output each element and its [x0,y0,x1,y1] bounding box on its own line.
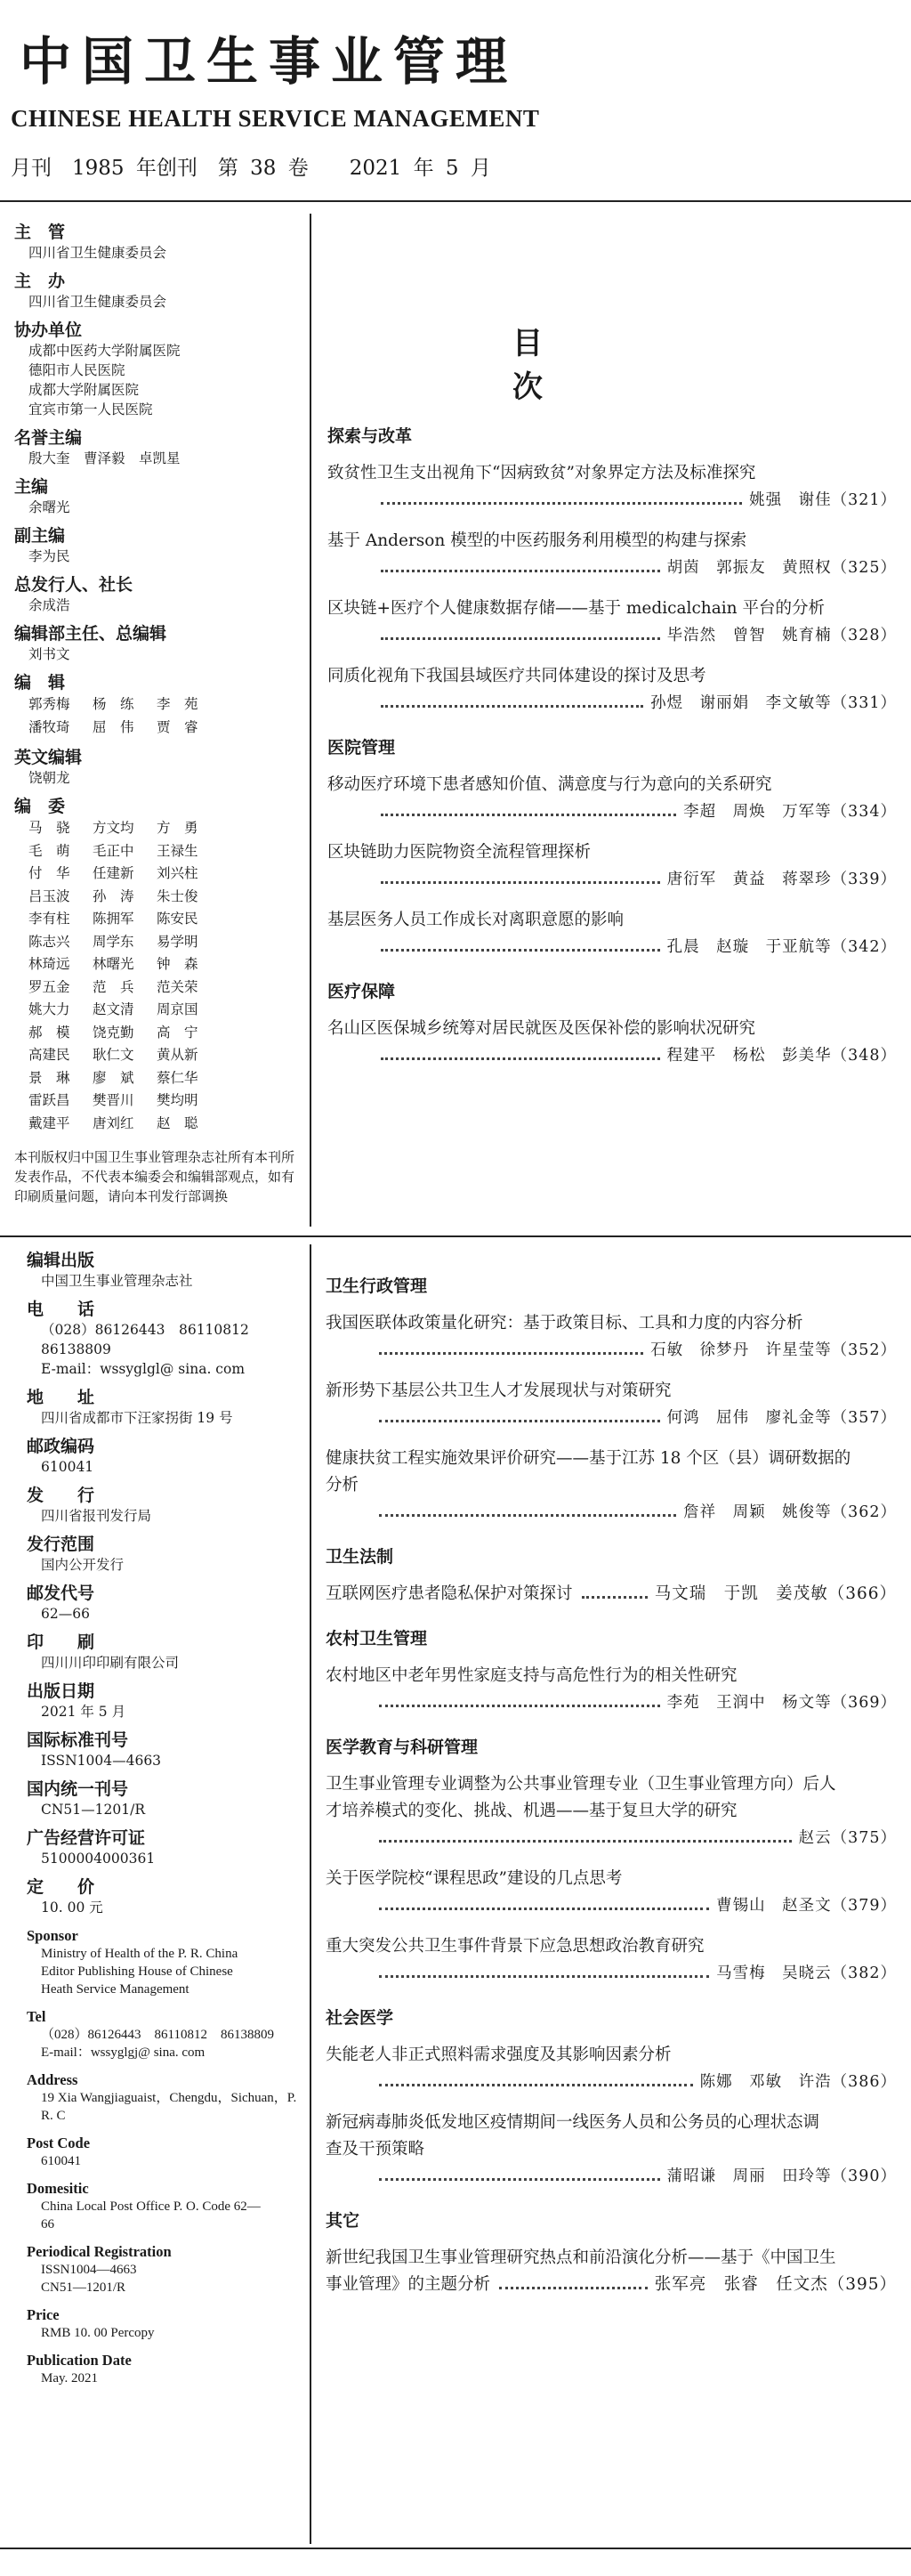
pubinfo-value: 四川川印印刷有限公司 [41,1655,180,1671]
committee-member: 廖 斌 [93,1069,134,1086]
toc-article [326,1378,897,1431]
committee-member: 樊均明 [157,1092,198,1108]
toc-article [326,2042,897,2095]
toc-article [327,460,897,514]
committee-member: 方文均 [93,820,134,836]
article-title: 基于 Anderson 模型的中医药服务利用模型的构建与探索 [327,531,747,550]
publisher-info-panel [27,1242,311,2387]
masthead-value: 成都中医药大学附属医院 [28,343,181,359]
en-info-label: Address [27,2071,78,2088]
article-authors: 蒲昭谦 周丽 田玲等（390） [666,2167,897,2185]
leader-dots [379,1839,792,1843]
article-title: 分析 [326,1476,359,1495]
pubinfo-value: （028）86126443 86110812 86138809 [41,1322,263,1357]
toc-bottom-column [326,1255,897,2313]
en-info-value: China Local Post Office P. O. Code 62— [41,2199,261,2214]
pubinfo-label: 邮发代号 [27,1584,95,1603]
pubinfo-value: CN51—1201/R [41,1802,145,1818]
toc-author-row [327,690,897,717]
masthead-label: 主编 [14,477,49,497]
toc-category: 医学教育与科研管理 [326,1738,479,1757]
en-info-label: Periodical Registration [27,2243,172,2260]
leader-dots [379,1907,709,1910]
leader-dots [379,1419,660,1422]
toc-entry-row [326,2272,897,2298]
article-title: 农村地区中老年男性家庭支持与高危性行为的相关性研究 [326,1666,738,1685]
article-title: 区块链+医疗个人健康数据存储——基于 medicalchain 平台的分析 [327,599,825,618]
article-title: 卫生事业管理专业调整为公共事业管理专业（卫生事业管理方向）后人 [326,1775,836,1794]
pubinfo-value: E-mail：wssyglgl@ sina. com [41,1361,246,1377]
pubinfo-label: 广告经营许可证 [27,1828,146,1848]
toc-author-row [327,555,897,581]
journal-title-en: CHINESE HEALTH SERVICE MANAGEMENT [11,105,540,132]
committee-member: 毛 萌 [28,842,70,859]
en-info-value: May. 2021 [41,2371,99,2386]
article-title: 事业管理》的主题分析 [326,2275,491,2294]
committee-label: 编 委 [14,797,66,816]
editors-grid [14,693,299,739]
toc-category: 医疗保障 [327,982,396,1001]
toc-author-row [327,487,897,514]
leader-dots [381,1057,660,1060]
leader-dots [499,2286,648,2289]
pubinfo-value: 中国卫生事业管理杂志社 [41,1273,193,1289]
pubinfo-label: 出版日期 [27,1681,95,1701]
en-info-value: 19 Xia Wangjiaguaist，Chengdu，Sichuan，P. [41,2091,297,2105]
editor-name: 郭秀梅 [28,696,70,712]
article-title: 名山区医保城乡统筹对居民就医及医保补偿的影响状况研究 [327,1019,756,1038]
pubinfo-label: 印 刷 [27,1632,95,1652]
en-info-value: （028）86126443 86110812 86138809 [41,2028,274,2042]
section-rule [0,1235,911,1237]
masthead-value: 李为民 [28,548,70,564]
pubinfo-label: 国内统一刊号 [27,1779,129,1799]
masthead-label: 名誉主编 [14,428,83,448]
toc-article [327,772,897,825]
committee-member: 赵 聪 [157,1114,198,1131]
toc-article [326,1663,897,1716]
leader-dots [381,636,660,640]
en-info-label: Price [27,2306,60,2323]
committee-member: 吕玉波 [28,887,70,904]
pubinfo-label: 邮政编码 [27,1437,95,1456]
committee-member: 郝 模 [28,1024,70,1041]
en-info-value: RMB 10. 00 Percopy [41,2326,155,2340]
en-info-label: Tel [27,2008,46,2025]
pubinfo-value: 610041 [41,1459,94,1475]
masthead-value: 宜宾市第一人民医院 [28,401,153,417]
article-title: 同质化视角下我国县域医疗共同体建设的探讨及思考 [327,667,706,685]
committee-member: 王禄生 [157,842,198,859]
toc-article [327,1016,897,1069]
article-title: 移动医疗环境下患者感知价值、满意度与行为意向的关系研究 [327,775,772,794]
issue-line: 月刊 1985 年创刊 第 38 卷 2021 年 5 月 [11,157,491,180]
committee-member: 马 骁 [28,820,70,836]
leader-dots [379,2083,693,2086]
en-info-label: Sponsor [27,1927,78,1944]
pubinfo-value: 10. 00 元 [41,1900,103,1916]
masthead-value: 四川省卫生健康委员会 [28,245,167,261]
leader-dots [379,1513,676,1517]
committee-member: 方 勇 [157,820,198,836]
journal-title-cn: 中国卫生事业管理 [20,31,519,92]
leader-dots [381,948,660,952]
committee-member: 周京国 [157,1001,198,1017]
column-divider-top [310,214,311,1227]
article-title: 基层医务人员工作成长对离职意愿的影响 [327,911,625,929]
en-info-value: 66 [41,2217,54,2232]
toc-author-row [326,1405,897,1431]
en-info-value: Editor Publishing House of Chinese [41,1964,233,1979]
masthead-value: 殷大奎 曹泽毅 卓凯星 [28,450,181,466]
en-info-value: 610041 [41,2154,81,2168]
toc-category: 社会医学 [326,2008,394,2028]
leader-dots [381,704,643,708]
committee-member: 樊晋川 [93,1092,134,1108]
toc-article [327,663,897,717]
en-info-value: Ministry of Health of the P. R. China [41,1947,238,1961]
article-title: 查及干预策略 [326,2140,425,2159]
masthead-panel [14,214,299,1206]
toc-author-row [326,2069,897,2095]
article-authors: 马雪梅 吴晓云（382） [716,1964,897,1982]
leader-dots [381,880,660,884]
committee-member: 耿仁文 [93,1047,134,1063]
toc-author-row [327,798,897,825]
committee-member: 姚大力 [28,1001,70,1017]
footer-rule [0,2548,911,2549]
committee-member: 雷跃昌 [28,1092,70,1108]
article-authors: 姚强 谢佳（321） [749,491,897,509]
masthead-label: 协办单位 [14,320,83,340]
pubinfo-label: 国际标准刊号 [27,1730,129,1750]
masthead-value: 余成浩 [28,597,70,613]
article-title: 致贫性卫生支出视角下“因病致贫”对象界定方法及标准探究 [327,464,756,482]
toc-author-row [326,1892,897,1919]
editor-name: 屈 伟 [93,718,134,735]
article-authors: 张军亮 张睿 任文杰（395） [654,2275,897,2294]
article-authors: 李超 周焕 万军等（334） [683,803,897,821]
committee-member: 赵文清 [93,1001,134,1017]
article-authors: 陈娜 邓敏 许浩（386） [699,2073,897,2091]
article-authors: 程建平 杨松 彭美华（348） [666,1047,897,1065]
toc-category: 其它 [326,2211,360,2231]
toc-article [327,907,897,960]
committee-member: 饶克勤 [93,1024,134,1041]
toc-article [326,1771,897,1851]
toc-article [327,839,897,893]
en-info-label: Publication Date [27,2352,132,2369]
committee-member: 陈志兴 [28,933,70,950]
en-editor-name: 饶朝龙 [28,770,70,786]
toc-author-row [326,1337,897,1364]
committee-member: 易学明 [157,933,198,950]
masthead-value: 德阳市人民医院 [28,362,125,378]
en-info-value: E-mail：wssyglgj@ sina. com [41,2045,206,2060]
pubinfo-value: 四川省成都市下汪家拐街 19 号 [41,1410,233,1426]
en-info-value: R. C [41,2109,66,2123]
pubinfo-value: 5100004000361 [41,1851,156,1867]
article-authors: 胡茵 郭振友 黄照权（325） [666,559,897,577]
toc-author-row [327,1042,897,1069]
toc-author-row [327,934,897,960]
toc-entry-row [326,1581,897,1608]
editor-name: 潘牧琦 [28,718,70,735]
toc-category: 农村卫生管理 [326,1629,428,1648]
committee-member: 孙 涛 [93,887,134,904]
article-authors: 李苑 王润中 杨文等（369） [666,1694,897,1712]
en-info-label: Post Code [27,2135,91,2151]
toc-article [326,2110,897,2190]
toc-heading: 目 次 [512,326,822,405]
article-title: 我国医联体政策量化研究：基于政策目标、工具和力度的内容分析 [326,1314,803,1333]
article-authors: 马文瑞 于凯 姜茂敏（366） [654,1584,897,1603]
pubinfo-value: 国内公开发行 [41,1557,125,1573]
toc-article [326,1310,897,1364]
masthead-value: 四川省卫生健康委员会 [28,294,167,310]
leader-dots [582,1595,648,1599]
article-authors: 孙煜 谢丽娟 李文敏等（331） [650,694,897,712]
committee-member: 高建民 [28,1047,70,1063]
pubinfo-value: 四川省报刊发行局 [41,1508,152,1524]
article-title: 失能老人非正式照料需求强度及其影响因素分析 [326,2045,672,2064]
toc-author-row [326,1689,897,1716]
article-authors: 孔晨 赵璇 于亚航等（342） [666,938,897,956]
toc-category: 医院管理 [327,738,396,757]
pubinfo-label: 电 话 [27,1300,95,1319]
toc-article [327,528,897,581]
toc-article [326,2245,897,2298]
committee-member: 蔡仁华 [157,1069,198,1086]
toc-category: 卫生行政管理 [326,1276,428,1296]
article-authors: 赵云（375） [798,1829,897,1847]
leader-dots [379,2177,660,2181]
toc-author-row [326,2163,897,2190]
article-title: 重大突发公共卫生事件背景下应急思想政治教育研究 [326,1937,705,1956]
masthead-value: 刘书文 [28,646,70,662]
pubinfo-value: ISSN1004—4663 [41,1753,162,1769]
masthead-label: 主 办 [14,271,66,291]
en-info-value: ISSN1004—4663 [41,2263,137,2277]
pubinfo-label: 定 价 [27,1877,95,1897]
committee-grid [14,817,299,1135]
toc-article [326,1866,897,1919]
article-title: 新形势下基层公共卫生人才发展现状与对策研究 [326,1381,672,1400]
editor-name: 贾 睿 [157,718,198,735]
masthead-label: 主 管 [14,223,66,242]
editors-label: 编 辑 [14,673,66,693]
toc-article [327,595,897,649]
article-authors: 唐衍军 黄益 蒋翠珍（339） [666,871,897,888]
committee-member: 付 华 [28,865,70,881]
en-info-value: CN51—1201/R [41,2280,126,2295]
toc-top-column [327,405,897,1083]
committee-member: 陈安民 [157,911,198,927]
committee-member: 李有柱 [28,911,70,927]
toc-author-row [327,622,897,649]
committee-member: 范关荣 [157,978,198,995]
committee-member: 林曙光 [93,956,134,972]
column-divider-bottom [310,1244,311,2544]
toc-article [326,1581,897,1608]
article-title: 区块链助力医院物资全流程管理探析 [327,843,592,862]
toc-category: 探索与改革 [327,426,413,446]
committee-member: 戴建平 [28,1114,70,1131]
pubinfo-label: 发 行 [27,1486,95,1505]
committee-member: 任建新 [93,865,134,881]
article-title: 互联网医疗患者隐私保护对策探讨 [326,1584,573,1603]
leader-dots [379,1974,709,1978]
committee-member: 林琦远 [28,956,70,972]
article-authors: 何鸿 屈伟 廖礼金等（357） [666,1409,897,1427]
pubinfo-label: 发行范围 [27,1535,95,1554]
toc-author-row [326,1825,897,1851]
pubinfo-label: 编辑出版 [27,1251,95,1270]
en-editor-label: 英文编辑 [14,748,83,767]
committee-member: 罗五金 [28,978,70,995]
committee-member: 景 琳 [28,1069,70,1086]
pubinfo-value: 62—66 [41,1606,90,1622]
committee-member: 毛正中 [93,842,134,859]
toc-article [326,1446,897,1526]
article-title: 健康扶贫工程实施效果评价研究——基于江苏 18 个区（县）调研数据的 [326,1449,851,1468]
masthead-value: 余曙光 [28,499,70,515]
leader-dots [381,813,676,816]
committee-member: 唐刘红 [93,1114,134,1131]
committee-member: 周学东 [93,933,134,950]
header-rule [0,200,911,202]
editor-name: 李 苑 [157,696,198,712]
en-info-value: Heath Service Management [41,1982,189,1997]
committee-member: 钟 森 [157,956,198,972]
toc-author-row [326,1499,897,1526]
toc-author-row [326,1960,897,1987]
committee-member: 黄从新 [157,1047,198,1063]
article-authors: 曹锡山 赵圣文（379） [716,1897,897,1915]
toc-article [326,1933,897,1987]
masthead-label: 编辑部主任、总编辑 [14,624,167,644]
article-authors: 石敏 徐梦丹 许星莹等（352） [650,1341,897,1359]
toc-author-row [327,866,897,893]
masthead-value: 成都大学附属医院 [28,382,140,398]
article-authors: 毕浩然 曾智 姚育楠（328） [666,627,897,644]
leader-dots [379,1351,643,1355]
editor-name: 杨 练 [93,696,134,712]
article-title: 新世纪我国卫生事业管理研究热点和前沿演化分析——基于《中国卫生 [326,2248,836,2267]
copyright-notice: 本刊版权归中国卫生事业管理杂志社所有本刊所发表作品，不代表本编委会和编辑部观点，如有印刷质量问题，请向本刊发行部调换 [14,1149,295,1204]
masthead-label: 总发行人、社长 [14,575,133,595]
pubinfo-value: 2021 年 5 月 [41,1704,126,1720]
article-title: 关于医学院校“课程思政”建设的几点思考 [326,1869,623,1888]
article-authors: 詹祥 周颖 姚俊等（362） [683,1503,897,1521]
masthead-label: 副主编 [14,526,66,546]
article-title: 新冠病毒肺炎低发地区疫情期间一线医务人员和公务员的心理状态调 [326,2113,820,2132]
toc-category: 卫生法制 [326,1547,394,1567]
committee-member: 高 宁 [157,1024,198,1041]
committee-member: 范 兵 [93,978,134,995]
article-title: 才培养模式的变化、挑战、机遇——基于复旦大学的研究 [326,1802,738,1820]
committee-member: 陈拥军 [93,911,134,927]
en-info-label: Domesitic [27,2180,89,2197]
leader-dots [381,569,660,572]
committee-member: 朱士俊 [157,887,198,904]
committee-member: 刘兴柱 [157,865,198,881]
pubinfo-label: 地 址 [27,1388,95,1407]
leader-dots [379,1704,660,1707]
leader-dots [381,501,742,505]
